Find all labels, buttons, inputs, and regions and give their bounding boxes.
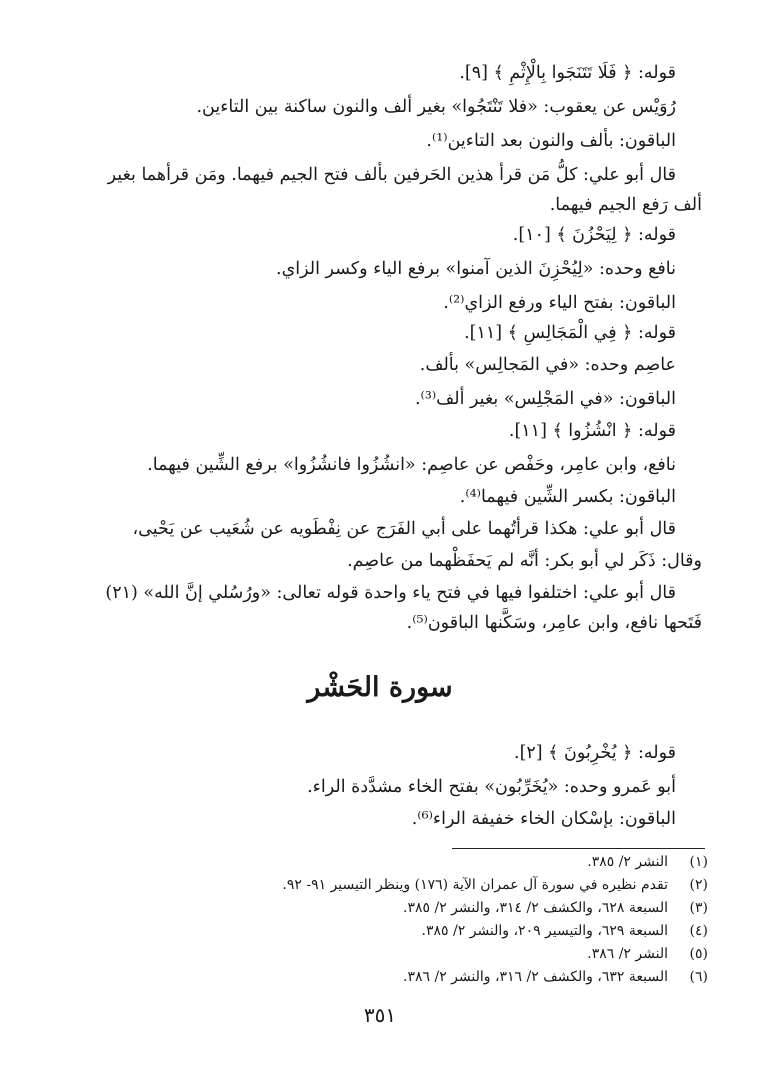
- footnote: [60, 921, 708, 941]
- text-line: قوله: ﴿ انْشُزُوا ﴾ [١١].: [508, 421, 676, 441]
- text-line: نافع، وابن عامِر، وحَفْص عن عاصِم: «انشُزُوا فانشُزُوا» برفع الشِّين فيهما.: [147, 455, 676, 475]
- footnote: [60, 875, 708, 895]
- text-line: رُوَيْس عن يعقوب: «فلا تَنْتَجُوا» بغير ألف والنون ساكنة بين التاءين.: [196, 97, 676, 117]
- footnote-text: النشر ٢/ ٣٨٦.: [587, 946, 668, 962]
- text-line: قال أبو علي: هكذا قرأتُهما على أبي الفَرَج عن نِفْطَويه عن شُعَيب عن يَحْيى،: [132, 519, 676, 539]
- footnote-text: السبعة ٦٣٢، والكشف ٢/ ٣١٦، والنشر ٢/ ٣٨٦.: [403, 969, 668, 985]
- footnote-number: (٦): [689, 969, 708, 985]
- text-line: قوله: ﴿ لِيَحْزُنَ ﴾ [١٠].: [512, 225, 676, 245]
- text-line: نافع وحده: «لِيُحْزِنَ الذين آمنوا» برفع الياء وكسر الزاي.: [276, 259, 676, 279]
- text-line: قال أبو علي: كلُّ مَن قرأ هذين الحَرفين بألف فتح الجيم فيهما. ومَن قرأهما بغير: [107, 165, 676, 185]
- text-line: فَتَحها نافع، وابن عامِر، وسَكَّنها الباقون⁽⁵⁾.: [406, 613, 702, 633]
- footnote-number: (٣): [689, 900, 708, 916]
- text-line: الباقون: بإسْكان الخاء خفيفة الراء⁽⁶⁾.: [411, 809, 676, 829]
- footnote-number: (٥): [689, 946, 708, 962]
- footnote-number: (٤): [689, 923, 708, 939]
- text-line: قوله: ﴿ فَلَا تَتَنَجَوا بِالْإِثْمِ ﴾ [٩].: [459, 63, 676, 83]
- text-line: الباقون: بفتح الياء ورفع الزاي⁽²⁾.: [443, 293, 676, 313]
- footnote: [60, 944, 708, 964]
- text-line: ألف رَفع الجيم فيهما.: [549, 195, 702, 215]
- text-line: قال أبو علي: اختلفوا فيها في فتح ياء واحدة قوله تعالى: «ورُسُلي إنَّ الله» (٢١): [105, 583, 676, 603]
- footnote-text: تقدم نظيره في سورة آل عمران الآية (١٧٦) وينظر التيسير ٩١- ٩٢.: [282, 877, 668, 893]
- page-number: ٣٥١: [363, 1003, 397, 1027]
- text-line: عاصِم وحده: «في المَجالِس» بألف.: [419, 355, 676, 375]
- text-line: الباقون: «في المَجْلِس» بغير ألف⁽³⁾.: [414, 389, 676, 409]
- text-line: أبو عَمرو وحده: «يُخَرِّبُون» بفتح الخاء مشدَّدة الراء.: [307, 777, 676, 797]
- text-line: الباقون: بألف والنون بعد التاءين⁽¹⁾.: [426, 131, 676, 151]
- text-line: الباقون: بكسر الشِّين فيهما⁽⁴⁾.: [459, 487, 676, 507]
- surah-title: سورة الحَشْر: [307, 672, 453, 703]
- footnote: [60, 898, 708, 918]
- text-line: قوله: ﴿ فِي الْمَجَالِسِ ﴾ [١١].: [464, 323, 676, 343]
- footnote-text: السبعة ٦٢٩، والتيسير ٢٠٩، والنشر ٢/ ٣٨٥.: [421, 923, 668, 939]
- footnote-number: (٢): [689, 877, 708, 893]
- footnote-divider: [452, 848, 705, 849]
- footnote-text: السبعة ٦٢٨، والكشف ٢/ ٣١٤، والنشر ٢/ ٣٨٥.: [403, 900, 668, 916]
- text-line: قوله: ﴿ يُخْرِبُونَ ﴾ [٢].: [514, 743, 676, 763]
- footnote: [60, 967, 708, 987]
- footnote-number: (١): [689, 854, 708, 870]
- footnote-text: النشر ٢/ ٣٨٥.: [587, 854, 668, 870]
- text-line: وقال: ذَكَر لي أبو بكر: أنَّه لم يَحفَظْهما من عاصِم.: [347, 551, 702, 571]
- footnote: [60, 852, 708, 872]
